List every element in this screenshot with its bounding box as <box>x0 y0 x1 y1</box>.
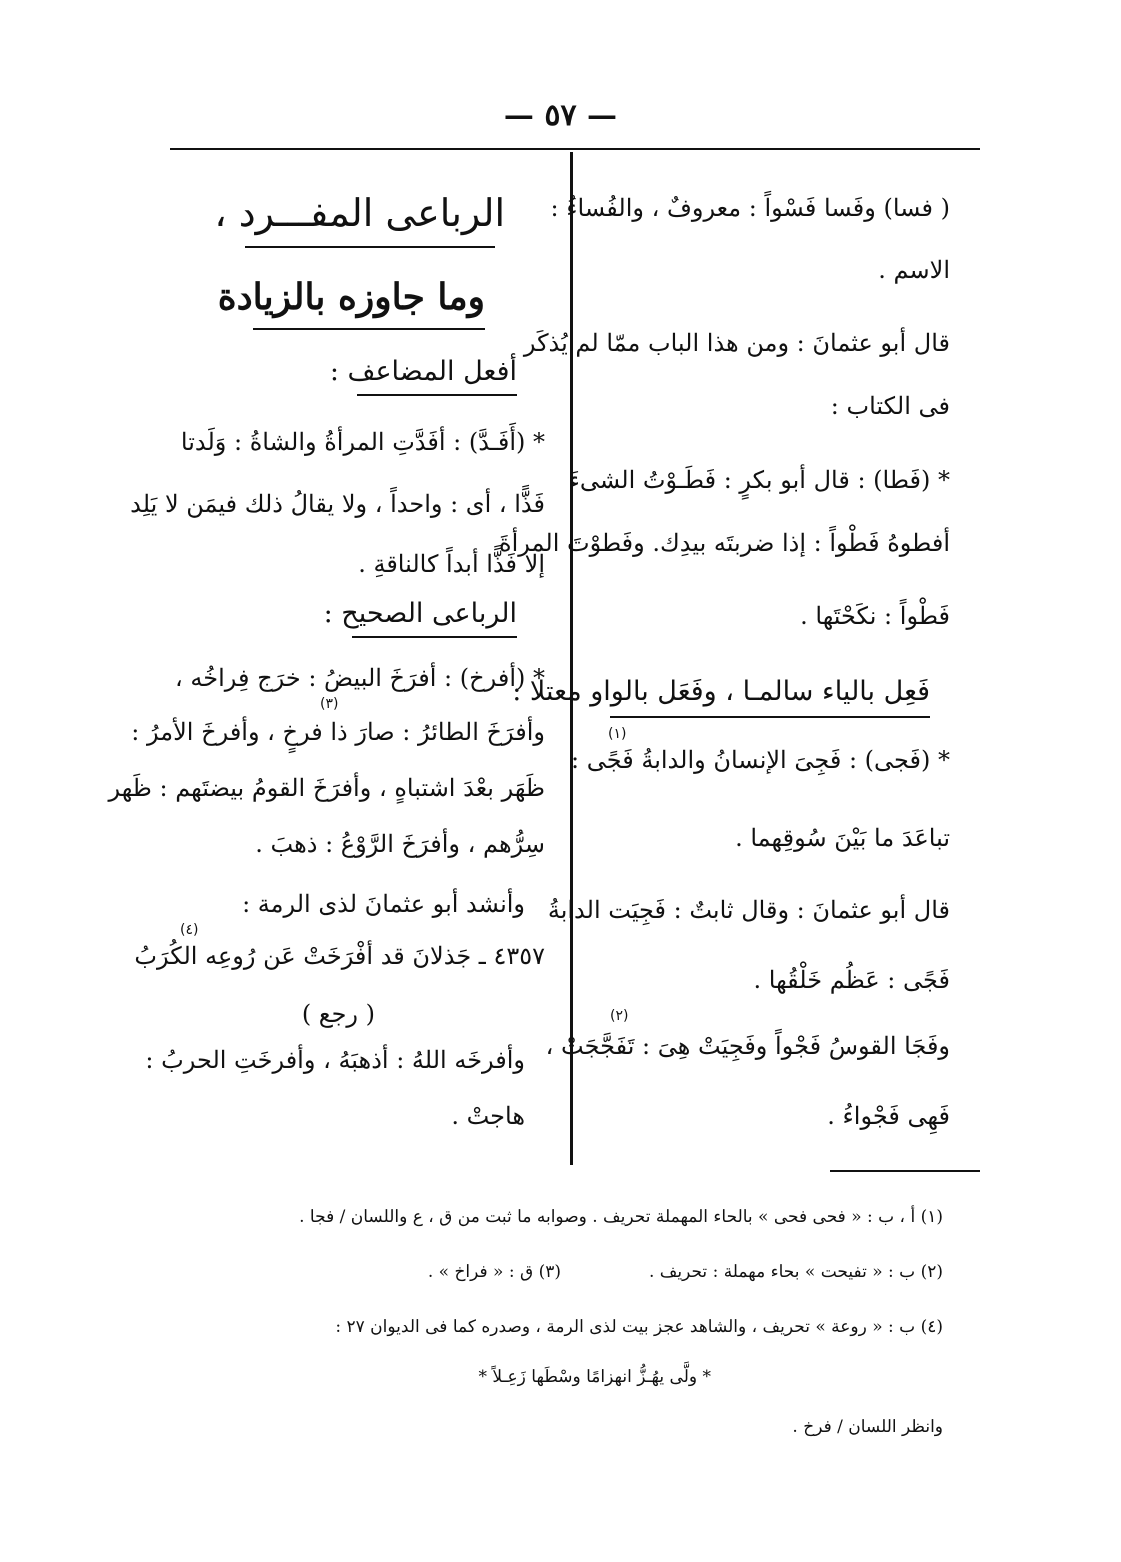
left-column <box>108 178 545 1158</box>
left-line-11: وأفرخَه اللهُ : أذهبَهُ ، وأفرخَتِ الحربُ : <box>145 1046 525 1074</box>
right-section-heading: فَعِل بالياء سالمـا ، وفَعَل بالواو معتلا : <box>512 676 930 707</box>
left-line-1: * (أَفَـدَّ) : أفَدَّتِ المرأةُ والشاةُ : وَلَدتا <box>180 428 545 456</box>
footnote-2: (٢) ب : « تفيحت » بحاء مهملة : تحريف . <box>648 1262 943 1282</box>
left-line-6: ظَهَر بعْدَ اشتباهٍ ، وأفرَخَ القومُ بيضتَهم : ظَهر <box>108 774 545 802</box>
right-line-13: فَهِى فَجْواءُ . <box>827 1102 950 1130</box>
left-footnote-mark-3: (٣) <box>320 696 339 712</box>
left-heading-3-underline <box>357 394 517 396</box>
left-heading-4-underline <box>352 636 517 638</box>
right-line-7: فَطْواً : نكَحْتَها . <box>800 602 950 630</box>
right-line-4: فى الكتاب : <box>830 392 950 420</box>
footnote-verse: * ولَّى يهُـزُّ انهزامًا وسْطَها زَعِـلاً * <box>478 1367 711 1387</box>
column-divider <box>570 152 573 1165</box>
right-line-12: وفَجَا القوسُ فَجْواً وفَجِيَتْ هِىَ : تَفَجَّجَتْ ، <box>545 1032 950 1060</box>
right-line-10: قال أبو عثمانَ : وقال ثابتٌ : فَجِيَت الدابةُ <box>547 896 950 924</box>
right-line-5: * (فَطا) : قال أبو بكرٍ : فَطَـوْتُ الشىءَ <box>568 466 950 494</box>
right-line-6: أفطوهُ فَطْواً : إذا ضربتَه بيدِك. وفَطوْتَ المرأةَ <box>499 529 950 557</box>
left-heading-4: الرباعى الصحيح : <box>323 598 517 629</box>
left-footnote-mark-4: (٤) <box>180 922 199 938</box>
left-line-7: سِرُّهم ، وأفرَخَ الرَّوْعُ : ذهبَ . <box>255 830 545 858</box>
footnote-4: (٤) ب : « روعة » تحريف ، والشاهد عجز بيت لذى الرمة ، وصدره كما فى الديوان ٢٧ : <box>335 1317 943 1337</box>
left-heading-3: أفعل المضاعف : <box>329 356 517 387</box>
left-line-9: ٤٣٥٧ ـ جَذلانَ قد أفْرَخَتْ عَن رُوعِه الكُرَبُ <box>134 942 545 970</box>
page-number: — ٥٧ — <box>503 98 618 133</box>
header-rule <box>170 148 980 150</box>
left-heading-1: الرباعى المفـــرد ، <box>214 191 505 235</box>
left-line-12: هاجتْ . <box>451 1102 525 1130</box>
right-line-1: ( فسا) وفَسا فَسْواً : معروفٌ ، والفُساءُ : <box>550 194 950 222</box>
left-line-3: إلا فَذًّا أبداً كالناقةِ . <box>358 550 545 578</box>
left-line-10: ( رجع ) <box>301 1000 375 1028</box>
right-section-underline <box>610 716 930 718</box>
right-column <box>499 178 950 1158</box>
right-line-8: * (فَجى) : فَجِىَ الإنسانُ والدابةُ فَجًى : <box>571 746 950 774</box>
left-heading-2-underline <box>253 328 485 330</box>
left-line-5: وأفرَخَ الطائرُ : صارَ ذا فرخٍ ، وأفرخَ الأمرُ : <box>131 718 545 746</box>
left-heading-1-underline <box>245 246 495 248</box>
footnote-1: (١) أ ، ب : « فحى فحى » بالحاء المهملة تحريف . وصوابه ما ثبت من ق ، ع واللسان / فجا . <box>299 1207 943 1227</box>
right-line-9: تباعَدَ ما بَيْنَ سُوقِهما . <box>735 824 950 852</box>
right-footnote-mark-1: (١) <box>608 726 627 742</box>
footnote-5: وانظر اللسان / فرخ . <box>792 1417 943 1437</box>
right-line-11: فَجًى : عَظُم خَلْقُها . <box>753 966 950 994</box>
right-line-3: قال أبو عثمانَ : ومن هذا الباب ممّا لم يُذكَر <box>523 329 950 357</box>
right-footnote-mark-2: (٢) <box>610 1008 629 1024</box>
left-line-4: * (أفرخ) : أفرَخَ البيضُ : خرَج فِراخُه ، <box>175 664 545 692</box>
right-line-2: الاسم . <box>878 256 950 284</box>
footnote-rule <box>830 1170 980 1172</box>
footnote-3: (٣) ق : « فراخ » . <box>427 1262 561 1282</box>
left-line-2: فَذًّا ، أى : واحداً ، ولا يقالُ ذلك فيمَن لا يَلِد <box>130 490 545 518</box>
left-heading-2: وما جاوزه بالزيادة <box>217 276 485 318</box>
left-line-8: وأنشد أبو عثمانَ لذى الرمة : <box>242 890 525 918</box>
